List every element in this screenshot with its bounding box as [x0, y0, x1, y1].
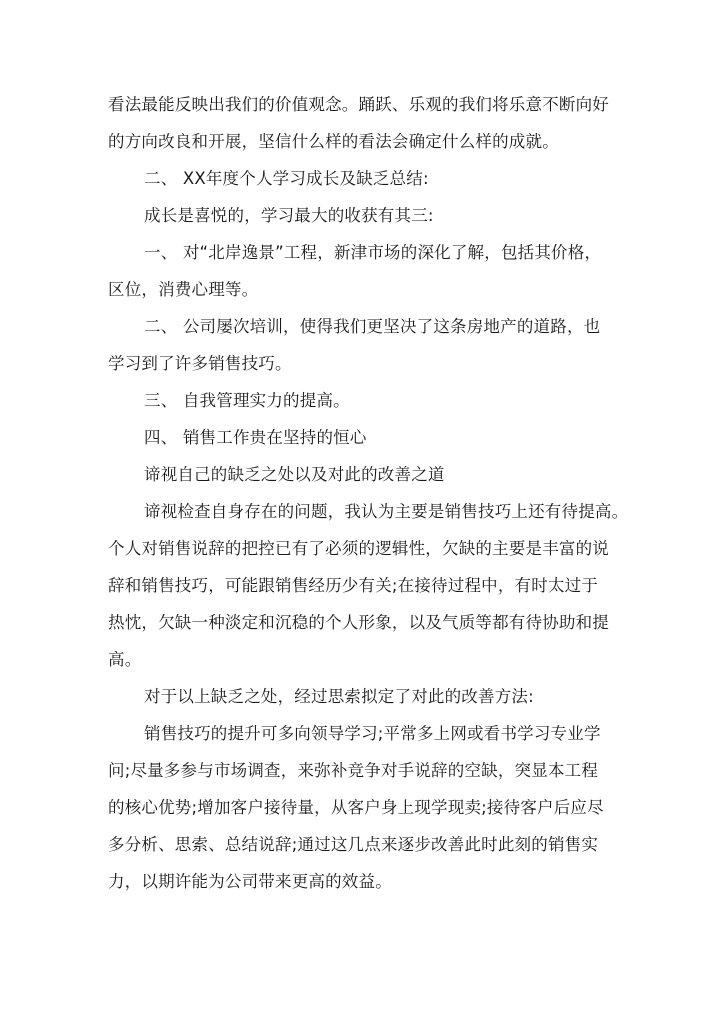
- paragraph-line: 对于以上缺乏之处，经过思索拟定了对此的改善方法:: [144, 687, 534, 706]
- list-item: 三、 自我管理实力的提高。: [144, 391, 350, 410]
- paragraph-line: 辞和销售技巧，可能跟销售经历少有关;在接待过程中，有时太过于: [108, 576, 599, 595]
- paragraph-line: 力，以期许能为公司带来更高的效益。: [108, 872, 392, 891]
- paragraph-line: 看法最能反映出我们的价值观念。踊跃、乐观的我们将乐意不断向好: [108, 95, 609, 114]
- paragraph-line: 问;尽量多参与市场调查，来弥补竞争对手说辞的空缺，突显本工程: [108, 761, 599, 780]
- list-item: 四、 销售工作贵在坚持的恒心: [144, 428, 367, 447]
- paragraph-line: 的方向改良和开展，坚信什么样的看法会确定什么样的成就。: [108, 132, 559, 151]
- section-heading: 二、 XX年度个人学习成长及缺乏总结:: [144, 169, 429, 188]
- section-heading: 谛视自己的缺乏之处以及对此的改善之道: [144, 465, 445, 484]
- paragraph-line: 高。: [108, 650, 142, 669]
- paragraph-line: 的核心优势;增加客户接待量，从客户身上现学现卖;接待客户后应尽: [108, 798, 604, 817]
- paragraph-line: 学习到了许多销售技巧。: [108, 354, 292, 373]
- paragraph-line: 谛视检查自身存在的问题，我认为主要是销售技巧上还有待提高。: [144, 502, 629, 521]
- paragraph-line: 热忱，欠缺一种淡定和沉稳的个人形象，以及气质等都有待协助和提: [108, 613, 609, 632]
- list-item: 二、 公司屡次培训，使得我们更坚决了这条房地产的道路，也: [144, 317, 601, 336]
- paragraph-line: 多分析、思索、总结说辞;通过这几点来逐步改善此时此刻的销售实: [108, 835, 599, 854]
- paragraph-line: 个人对销售说辞的把控已有了必须的逻辑性，欠缺的主要是丰富的说: [108, 539, 609, 558]
- paragraph-line: 成长是喜悦的，学习最大的收获有其三:: [144, 206, 434, 225]
- paragraph-line: 销售技巧的提升可多向领导学习;平常多上网或看书学习专业学: [144, 724, 601, 743]
- list-item: 一、 对“北岸逸景”工程，新津市场的深化了解，包括其价格，: [144, 243, 602, 262]
- document-body: [108, 86, 628, 900]
- paragraph-line: 区位，消费心理等。: [108, 280, 259, 299]
